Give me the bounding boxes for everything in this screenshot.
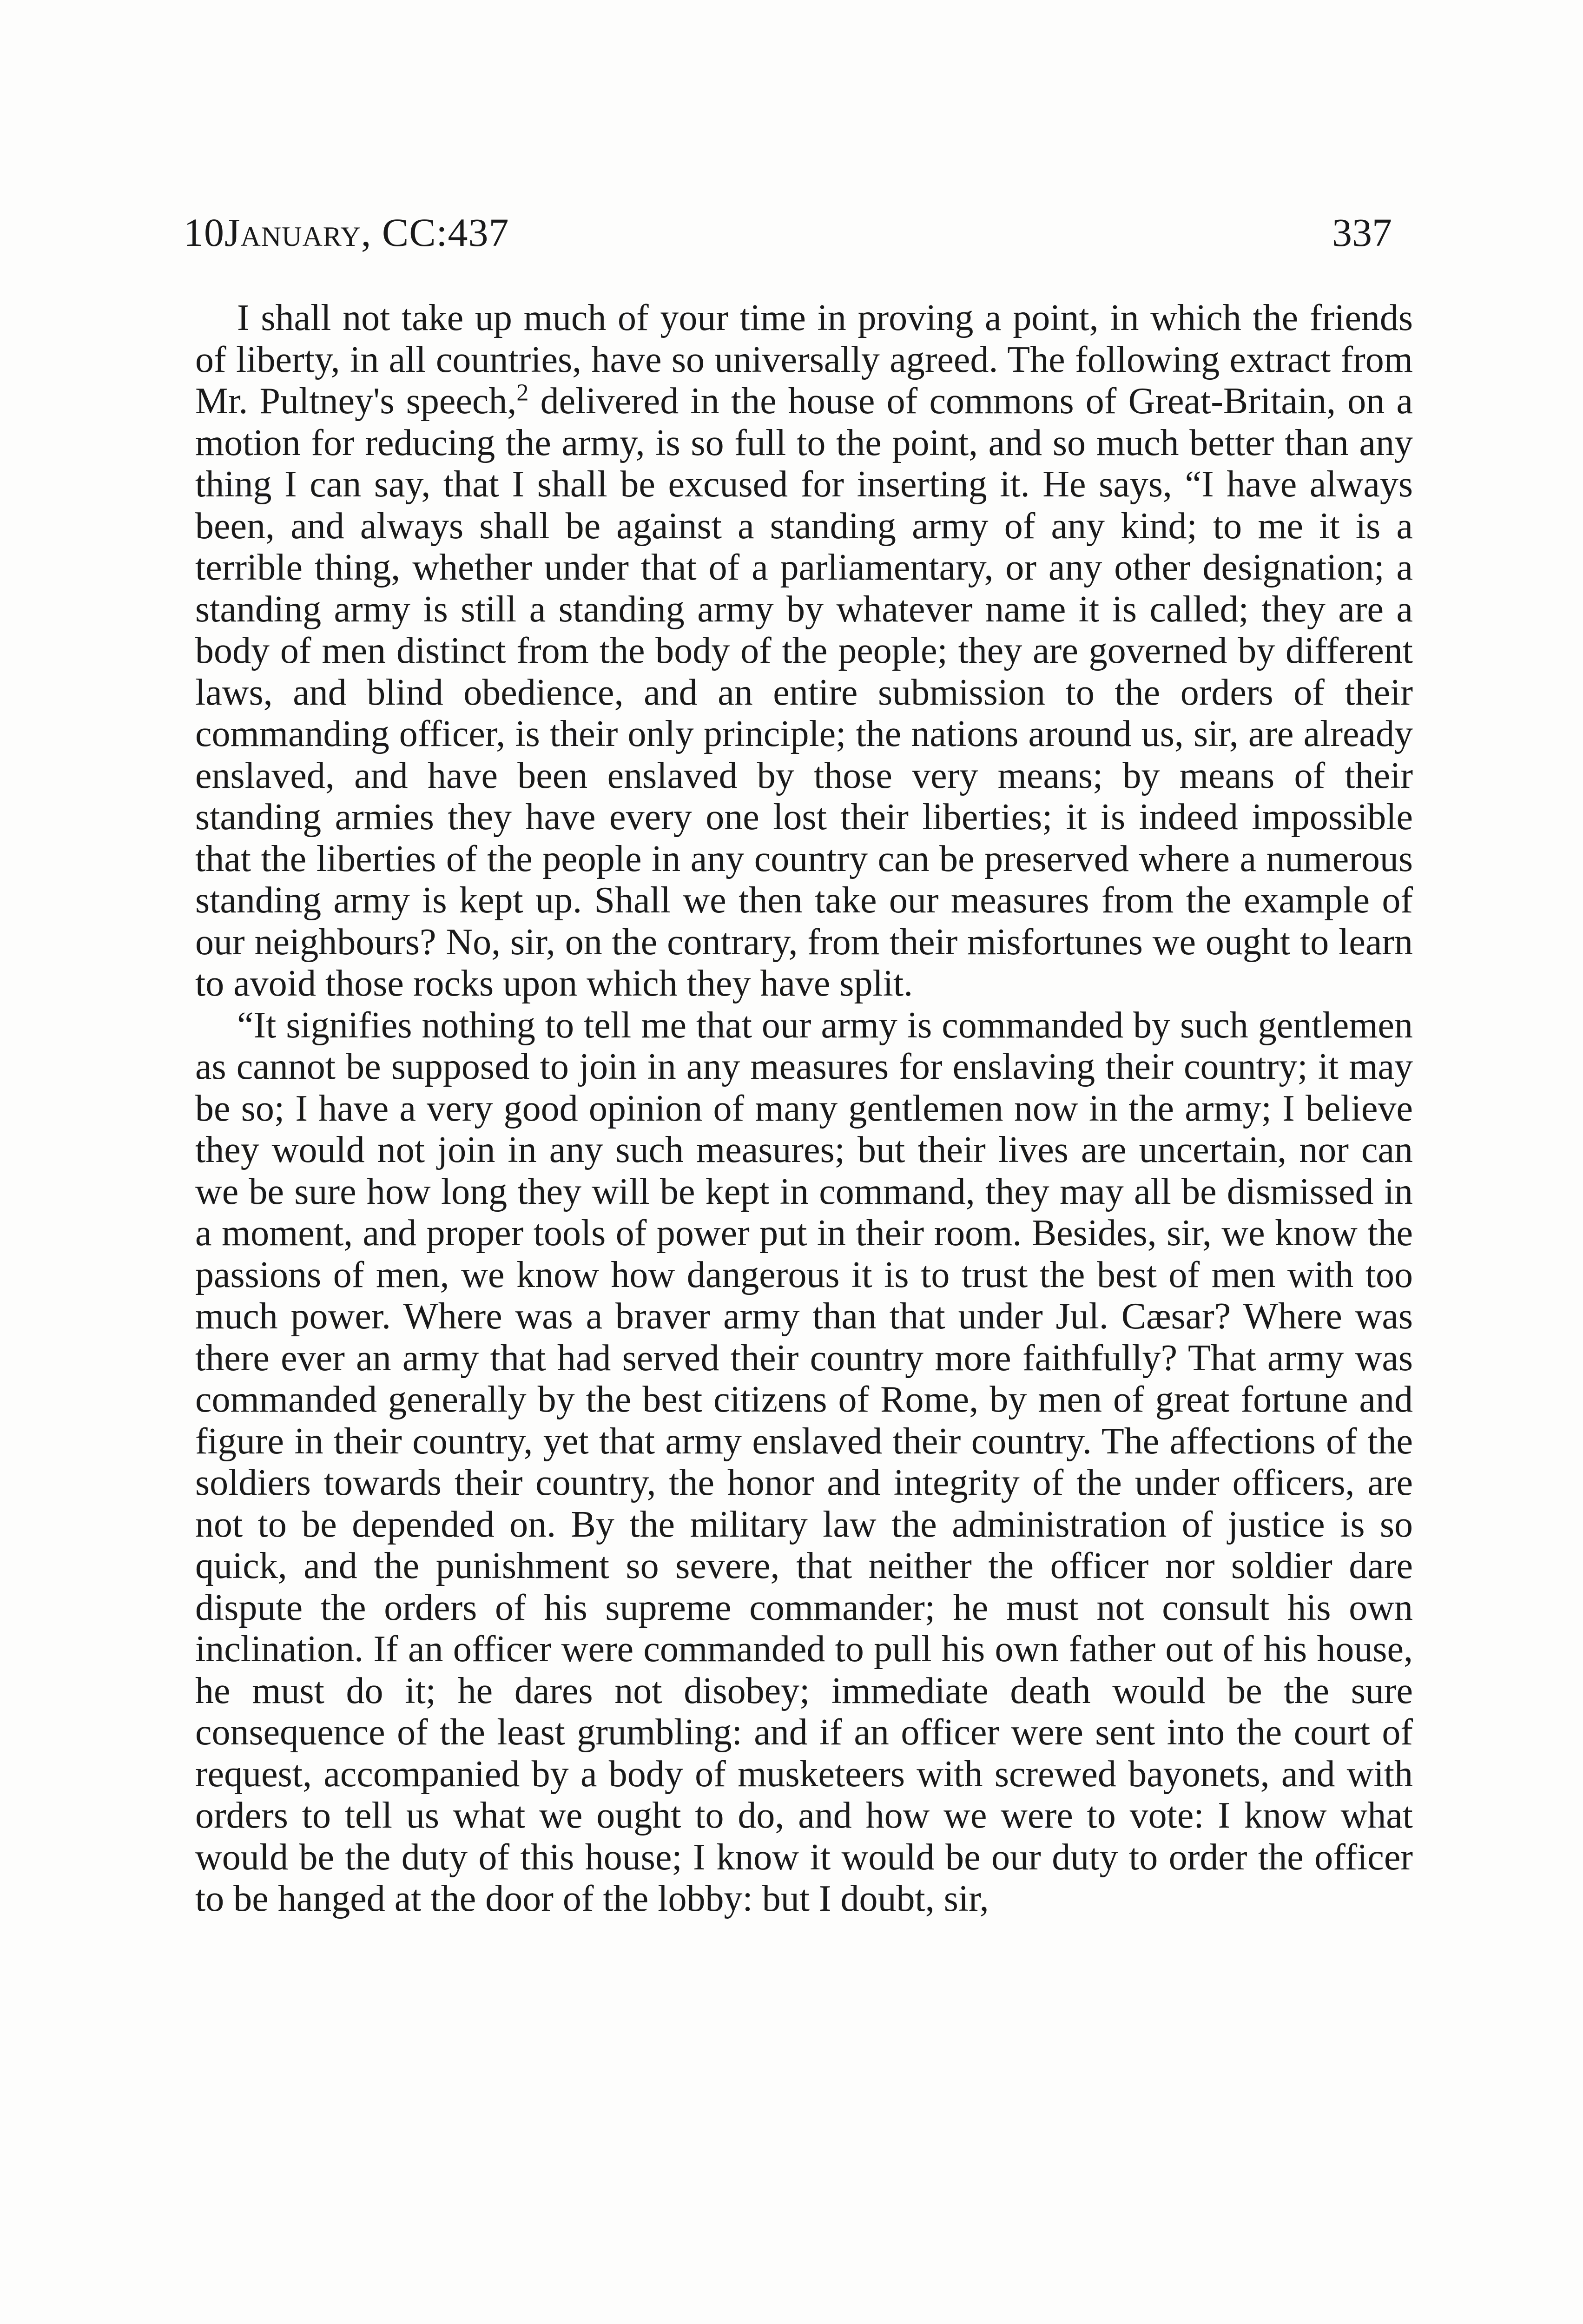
footnote-reference: 2 xyxy=(516,379,529,406)
running-head-document-ref: , CC:437 xyxy=(361,210,509,255)
paragraph-1 xyxy=(195,297,1413,1005)
running-head-day: 10 xyxy=(184,210,224,255)
running-head-month: January xyxy=(224,210,361,255)
page-number: 337 xyxy=(1332,210,1392,255)
running-head-left xyxy=(184,209,509,256)
running-head xyxy=(184,209,1392,274)
body-text xyxy=(195,297,1413,1920)
paragraph-1-text-end: delivered in the house of commons of Great-Britain, on a motion for reducing the army, is so full to the point, and so much better than any thing I can say, that I shall be excused for inserting it. He says, “I have always been, and always shall be against a standing army of any kind; to me it is a terrible thing, whether under that of a parliamentary, or any other designation; a standing army is still a standing army by whatever name it is called; they are a body of men distinct from the body of the people; they are governed by different laws, and blind obedience, and an entire submission to the orders of their commanding officer, is their only principle; the nations around us, sir, are already enslaved, and have been enslaved by those very means; by means of their standing armies they have every one lost their liberties; it is indeed impossible that the liberties of the people in any country can be preserved where a numerous standing army is kept up. Shall we then take our measures from the example of our neighbours? No, sir, on the contrary, from their misfortunes we ought to learn to avoid those rocks upon which they have split. xyxy=(195,381,1413,1004)
paragraph-2: “It signifies nothing to tell me that our army is commanded by such gentlemen as cannot be supposed to join in any measures for enslaving their country; it may be so; I have a very good opinion of many gentlemen now in the army; I believe they would not join in any such measures; but their lives are uncertain, nor can we be sure how long they will be kept in command, they may all be dismissed in a moment, and proper tools of power put in their room. Besides, sir, we know the passions of men, we know how dangerous it is to trust the best of men with too much power. Where was a braver army than that under Jul. Cæsar? Where was there ever an army that had served their country more faithfully? That army was commanded generally by the best citizens of Rome, by men of great fortune and figure in their country, yet that army enslaved their country. The affections of the soldiers towards their country, the honor and integrity of the under officers, are not to be depended on. By the military law the administration of justice is so quick, and the punishment so severe, that neither the officer nor soldier dare dispute the orders of his supreme commander; he must not consult his own inclination. If an officer were commanded to pull his own father out of his house, he must do it; he dares not disobey; immediate death would be the sure consequence of the least grumbling: and if an officer were sent into the court of request, accompanied by a body of musketeers with screwed bayonets, and with orders to tell us what we ought to do, and how we were to vote: I know what would be the duty of this house; I know it would be our duty to order the officer to be hanged at the door of the lobby: but I doubt, sir, xyxy=(195,1004,1413,1919)
paragraph-1-text-start: I shall not take up much of your time in proving a point, in which the friends of liberty, in all countries, have so universally agreed. The following extract from Mr. Pultney's speech, xyxy=(195,297,1413,422)
